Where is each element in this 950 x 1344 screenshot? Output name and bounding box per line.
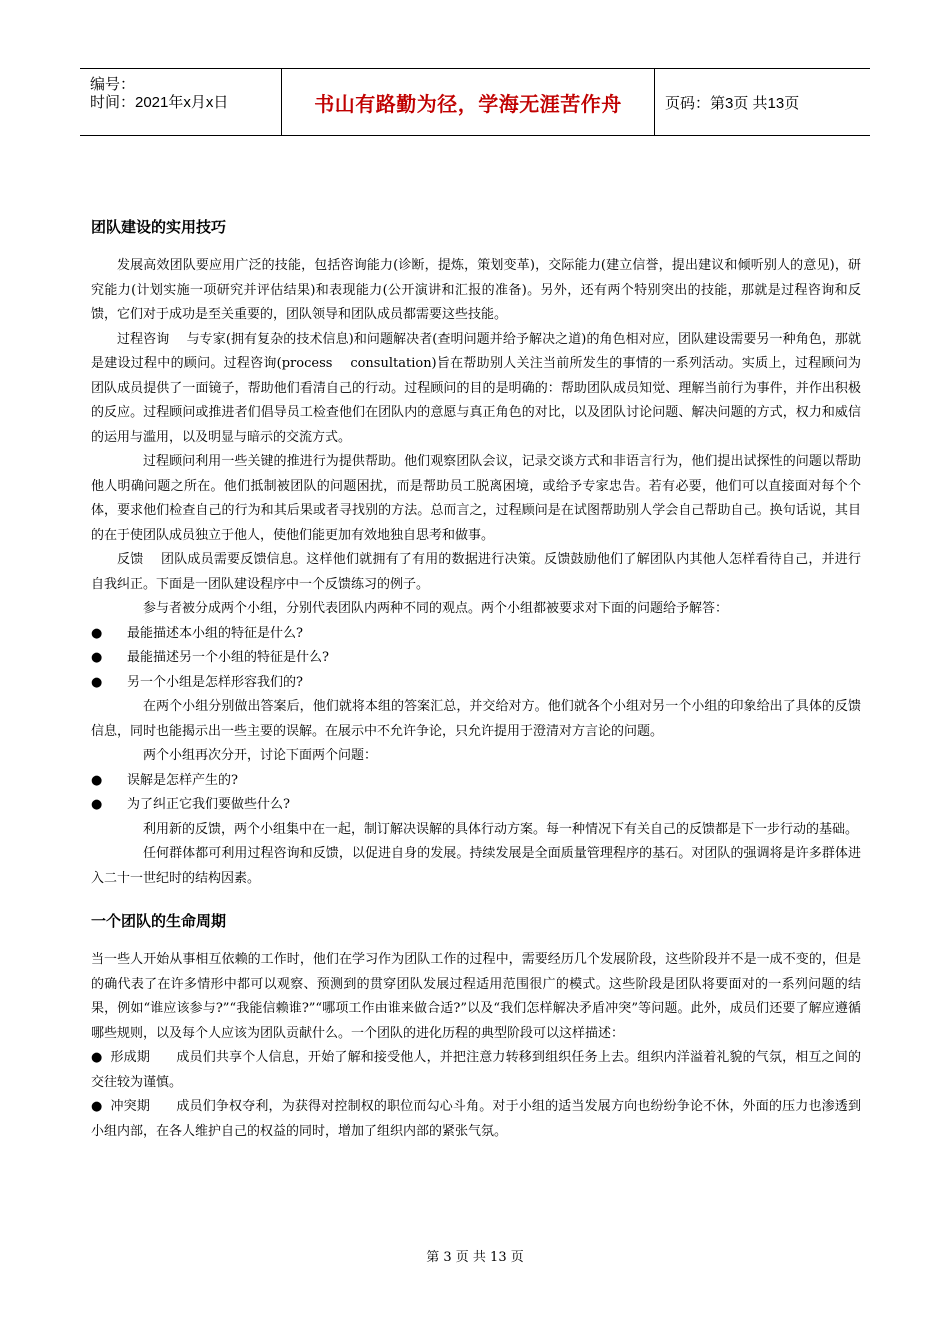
paragraph: 反馈 团队成员需要反馈信息。这样他们就拥有了有用的数据进行决策。反馈鼓励他们了解团队内其他人怎样看待自己，并进行自我纠正。下面是一团队建设程序中一个反馈练习的例子。 [91, 552, 861, 592]
stage-item [91, 1046, 861, 1095]
list-item: ● 另一个小组是怎样形容我们的? [91, 671, 861, 696]
list-item: ● 为了纠正它我们要做些什么? [91, 793, 861, 818]
bullet-dot: ● [91, 1050, 103, 1065]
header-motto: 书山有路勤为径，学海无涯苦作舟 [314, 91, 622, 116]
page-header [80, 68, 870, 136]
paragraph: 发展高效团队要应用广泛的技能，包括咨询能力(诊断，提炼，策划变革)，交际能力(建立信誉，提出建议和倾听别人的意见)，研究能力(计划实施一项研究并评估结果)和表现能力(公开演讲和汇报的准备)。另外，还有两个特别突出的技能，那就是过程咨询和反馈，它们对于成功是至关重要的，团队领导和团队成员都需要这些技能。 [91, 258, 861, 322]
stage-name: 形成期 [110, 1050, 151, 1065]
page-footer: 第 3 页 共 13 页 [426, 1250, 524, 1265]
header-page-label: 页码：第3页 共13页 [665, 94, 800, 112]
list-item: ● 最能描述本小组的特征是什么? [91, 622, 861, 647]
section-title: 团队建设的实用技巧 [91, 218, 227, 236]
paragraph: 利用新的反馈，两个小组集中在一起，制订解决误解的具体行动方案。每一种情况下有关自己的反馈都是下一步行动的基础。 [143, 821, 859, 837]
paragraph: 当一些人开始从事相互依赖的工作时，他们在学习作为团队工作的过程中，需要经历几个发展阶段，这些阶段并不是一成不变的，但是的确代表了在许多情形中都可以观察、预测到的贯穿团队发展过程适用范围很广的模式。这些阶段是团队将要面对的一系列问题的结果，例如“谁应该参与?”“我能信赖谁?”“哪项工作由谁来做合适?”以及“我们怎样解决矛盾冲突”等问题。此外，成员们还要了解应遵循哪些规则，以及每个人应该为团队贡献什么。一个团队的进化历程的典型阶段可以这样描述： [91, 952, 861, 1041]
paragraph: 在两个小组分别做出答案后，他们就将本组的答案汇总，并交给对方。他们就各个小组对另一个小组的印象给出了具体的反馈信息，同时也能揭示出一些主要的误解。在展示中不允许争论，只允许提用于澄清对方言论的问题。 [91, 699, 861, 739]
list-item: ● 最能描述另一个小组的特征是什么? [91, 646, 861, 671]
stage-item [91, 1095, 861, 1144]
paragraph: 过程顾问利用一些关键的推进行为提供帮助。他们观察团队会议，记录交谈方式和非语言行为，他们提出试探性的问题以帮助他人明确问题之所在。他们抵制被团队的问题困扰，而是帮助员工脱离困境，或给予专家忠告。若有必要，他们可以直接面对每个个体，要求他们检查自己的行为和其后果或者寻找别的方法。总而言之，过程顾问是在试图帮助别人学会自己帮助自己。换句话说，其目的在于使团队成员独立于他人，使他们能更加有效地独自思考和做事。 [91, 454, 861, 543]
document-body [91, 215, 861, 1144]
stage-text: 成员们争权夺利，为获得对控制权的职位而勾心斗角。对于小组的适当发展方向也纷纷争论不休，外面的压力也渗透到小组内部，在各人维护自己的权益的同时，增加了组织内部的紧张气氛。 [91, 1099, 861, 1139]
doc-date-label: 时间：2021年x月x日 [90, 94, 229, 111]
doc-number-label: 编号： [90, 76, 136, 93]
paragraph: 过程咨询 与专家(拥有复杂的技术信息)和问题解决者(查明问题并给予解决之道)的角色相对应，团队建设需要另一种角色，那就是建设过程中的顾问。过程咨询(process consultation)旨在帮助别人关注当前所发生的事情的一系列活动。实质上，过程顾问为团队成员提供了一面镜子，帮助他们看清自己的行动。过程顾问的目的是明确的：帮助团队成员知觉、理解当前行为事件，并作出积极的反应。过程顾问或推进者们倡导员工检查他们在团队内的意愿与真正角色的对比，以及团队讨论问题、解决问题的方式，权力和威信的运用与滥用，以及明显与暗示的交流方式。 [91, 331, 861, 445]
header-motto-cell [282, 69, 655, 135]
list-item: ● 误解是怎样产生的? [91, 769, 861, 794]
header-page-cell [655, 69, 870, 135]
paragraph: 两个小组再次分开，讨论下面两个问题： [143, 748, 378, 763]
stage-text: 成员们共享个人信息，开始了解和接受他人，并把注意力转移到组织任务上去。组织内洋溢着礼貌的气氛，相互之间的交往较为谨慎。 [91, 1050, 861, 1090]
paragraph: 任何群体都可利用过程咨询和反馈，以促进自身的发展。持续发展是全面质量管理程序的基石。对团队的强调将是许多群体进入二十一世纪时的结构因素。 [91, 846, 861, 886]
bullet-dot: ● [91, 1099, 103, 1114]
paragraph: 参与者被分成两个小组，分别代表团队内两种不同的观点。两个小组都被要求对下面的问题给予解答： [143, 601, 729, 616]
header-meta-cell [80, 69, 282, 135]
stage-name: 冲突期 [110, 1099, 151, 1114]
section-title: 一个团队的生命周期 [91, 912, 227, 930]
